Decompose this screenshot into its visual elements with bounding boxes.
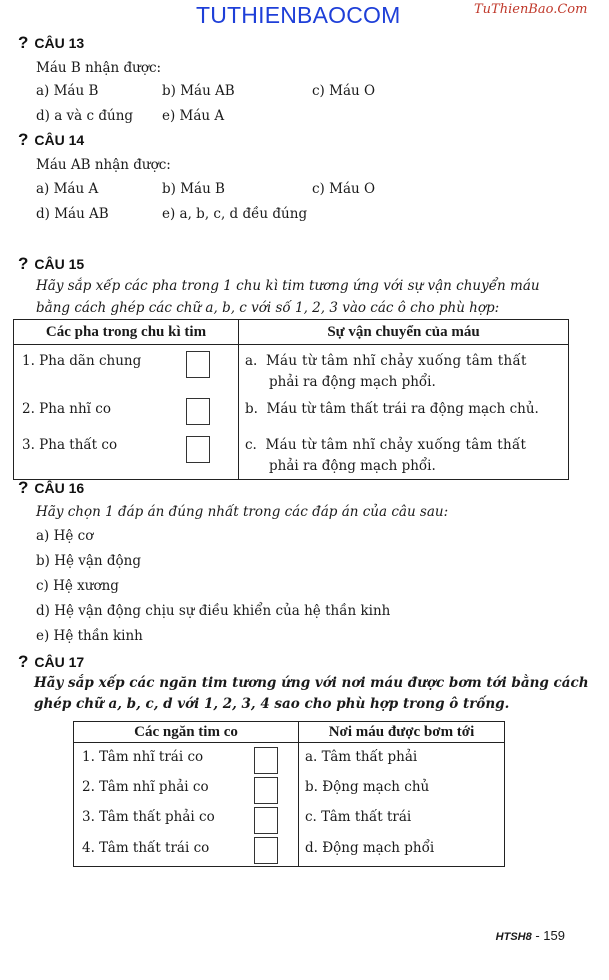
question-15-prompt-line1: Hãy sắp xếp các pha trong 1 chu kì tim tương ứng với sự vận chuyển máu <box>36 278 540 294</box>
q15-answer-box-3[interactable] <box>186 436 210 463</box>
question-14-title: CÂU 14 <box>34 132 85 148</box>
question-13-prompt: Máu B nhận được: <box>36 60 162 76</box>
book-code: HTSH8 <box>495 931 532 943</box>
q16-option-d: d) Hệ vận động chịu sự điều khiển của hệ thần kinh <box>36 603 391 619</box>
question-14-header <box>18 130 84 150</box>
q17-answer-box-4[interactable] <box>254 837 278 864</box>
q15-desc-c-line1: Máu từ tâm nhĩ chảy xuống tâm thất <box>265 437 527 453</box>
q16-option-e: e) Hệ thần kinh <box>36 628 143 644</box>
q17-dest-c: c. Tâm thất trái <box>299 803 505 833</box>
q15-desc-c-line2: phải ra động mạch phổi. <box>269 458 436 474</box>
q15-transport-cell <box>239 431 569 479</box>
question-mark-icon: ? <box>18 478 29 497</box>
watermark-title: TUTHIENBAOCOM <box>196 2 401 28</box>
q17-answer-box-1[interactable] <box>254 747 278 774</box>
q15-col2-header: Sự vận chuyển của máu <box>239 320 569 345</box>
question-17-title: CÂU 17 <box>34 654 85 670</box>
question-17-prompt-line1: Hãy sắp xếp các ngăn tim tương ứng với nơi máu được bơm tới bằng cách <box>34 675 589 691</box>
q15-phase-1: 1. Pha dãn chung <box>22 353 142 369</box>
question-16-title: CÂU 16 <box>34 480 85 496</box>
q16-option-a: a) Hệ cơ <box>36 528 94 544</box>
q15-desc-a-line1: Máu từ tâm nhĩ chảy xuống tâm thất <box>265 353 527 369</box>
q15-phase-2: 2. Pha nhĩ co <box>22 401 111 417</box>
q17-chamber-1: 1. Tâm nhĩ trái co <box>82 749 204 765</box>
q15-phase-3: 3. Pha thất co <box>22 437 118 453</box>
q15-letter-c: c. <box>245 437 257 453</box>
q17-col1-header: Các ngăn tim co <box>74 722 299 743</box>
question-17-header <box>18 652 84 672</box>
q17-dest-b: b. Động mạch chủ <box>299 773 505 803</box>
q17-chamber-cell <box>74 803 299 833</box>
question-16-header <box>18 478 84 498</box>
question-15-title: CÂU 15 <box>34 256 85 272</box>
q17-chamber-4: 4. Tâm thất trái co <box>82 839 210 856</box>
question-mark-icon: ? <box>18 254 29 273</box>
q13-option-c: c) Máu O <box>312 83 376 99</box>
q15-desc-a-line2: phải ra động mạch phổi. <box>269 374 436 390</box>
q15-letter-b: b. <box>245 401 258 417</box>
q15-desc-b: Máu từ tâm thất trái ra động mạch chủ. <box>266 401 539 417</box>
q13-option-d: d) a và c đúng <box>36 108 134 124</box>
question-mark-icon: ? <box>18 130 29 149</box>
q17-chamber-3: 3. Tâm thất phải co <box>82 808 215 825</box>
q17-chamber-cell <box>74 833 299 867</box>
q17-matching-table <box>73 721 505 867</box>
q17-col2-header: Nơi máu được bơm tới <box>299 722 505 743</box>
q16-option-c: c) Hệ xương <box>36 578 119 594</box>
question-16-prompt: Hãy chọn 1 đáp án đúng nhất trong các đáp án của câu sau: <box>36 504 449 520</box>
q17-answer-box-3[interactable] <box>254 807 278 834</box>
q14-option-c: c) Máu O <box>312 181 376 197</box>
q15-phase-cell <box>14 345 239 394</box>
q17-chamber-2: 2. Tâm nhĩ phải co <box>82 778 209 795</box>
q14-option-a: a) Máu A <box>36 181 99 197</box>
q17-dest-d: d. Động mạch phổi <box>299 833 505 867</box>
watermark-corner: TuThienBao.Com <box>474 2 588 17</box>
question-14-prompt: Máu AB nhận được: <box>36 157 171 173</box>
question-13-header <box>18 33 84 53</box>
q13-option-a: a) Máu B <box>36 83 99 99</box>
page-footer <box>496 928 565 943</box>
question-mark-icon: ? <box>18 33 29 52</box>
question-13-title: CÂU 13 <box>34 35 85 51</box>
question-15-header <box>18 254 84 274</box>
q15-phase-cell <box>14 393 239 431</box>
q15-transport-cell <box>239 393 569 431</box>
page-number: - 159 <box>535 928 565 943</box>
q15-phase-cell <box>14 431 239 479</box>
question-17-prompt-line2: ghép chữ a, b, c, d với 1, 2, 3, 4 sao cho phù hợp trong ô trống. <box>34 696 510 712</box>
question-mark-icon: ? <box>18 652 29 671</box>
q17-dest-a: a. Tâm thất phải <box>299 743 505 773</box>
q14-option-b: b) Máu B <box>162 181 225 197</box>
q15-answer-box-1[interactable] <box>186 351 210 378</box>
q15-answer-box-2[interactable] <box>186 398 210 425</box>
q15-letter-a: a. <box>245 353 258 369</box>
q17-chamber-cell <box>74 773 299 803</box>
q13-option-b: b) Máu AB <box>162 83 235 99</box>
q15-matching-table <box>13 319 569 480</box>
q17-chamber-cell <box>74 743 299 773</box>
q14-option-d: d) Máu AB <box>36 206 109 222</box>
q14-option-e: e) a, b, c, d đều đúng <box>162 206 308 222</box>
q13-option-e: e) Máu A <box>162 108 225 124</box>
q16-option-b: b) Hệ vận động <box>36 553 142 569</box>
q17-answer-box-2[interactable] <box>254 777 278 804</box>
q15-col1-header: Các pha trong chu kì tim <box>14 320 239 345</box>
q15-transport-cell <box>239 345 569 394</box>
question-15-prompt-line2: bằng cách ghép các chữ a, b, c với số 1, 2, 3 vào các ô cho phù hợp: <box>36 300 500 316</box>
